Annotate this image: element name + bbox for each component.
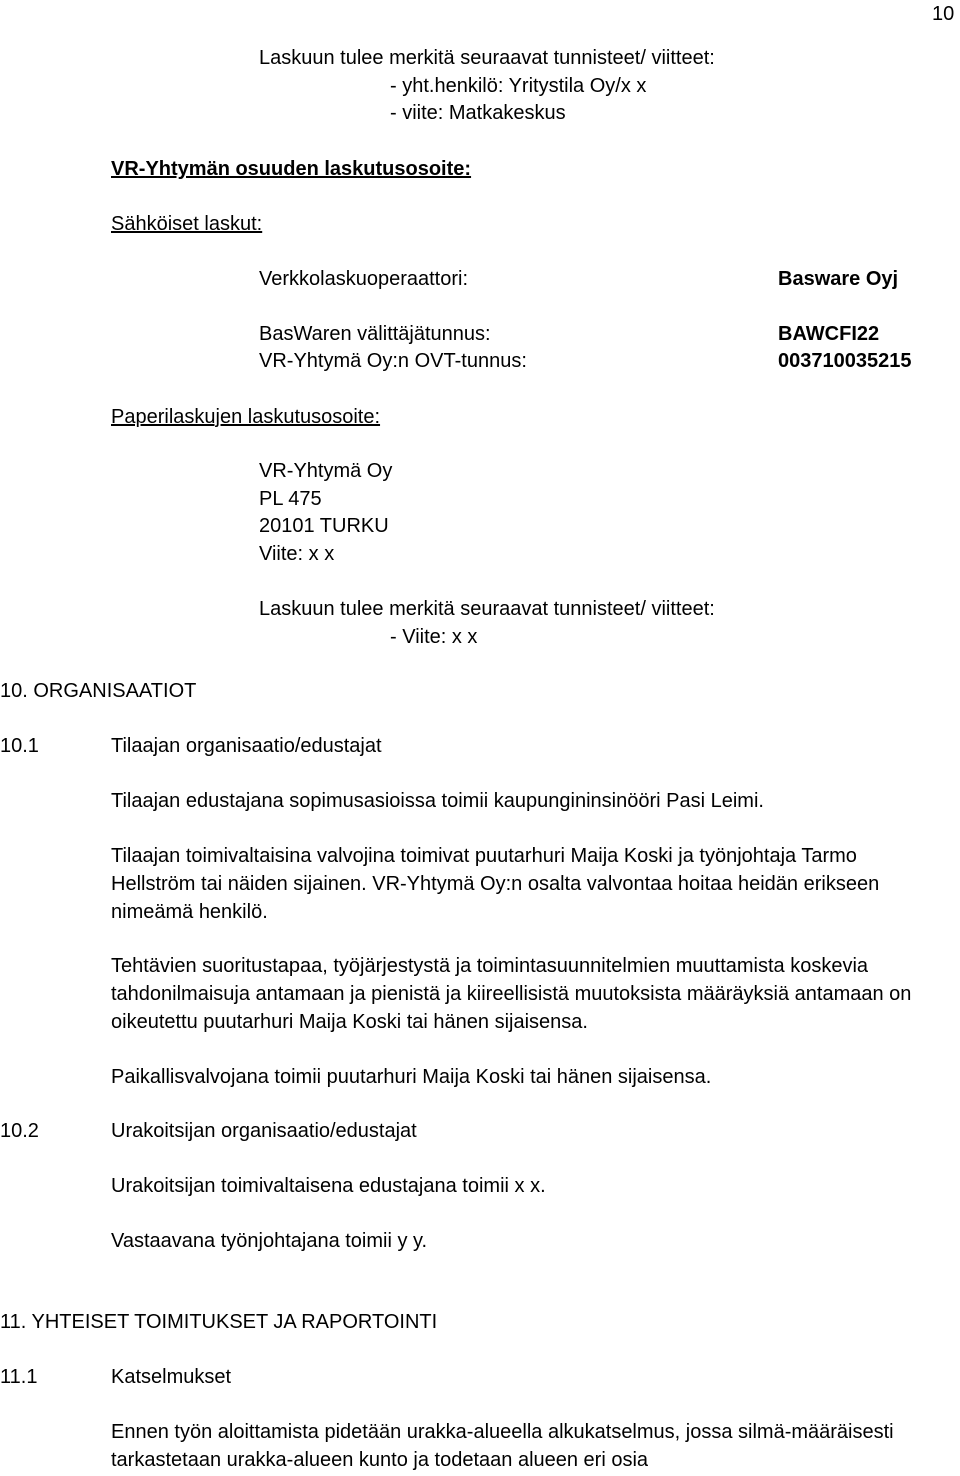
invoice-reference-item: - yht.henkilö: Yritystila Oy/x x — [390, 75, 647, 97]
paragraph: Paikallisvalvojana toimii puutarhuri Maija Koski tai hänen sijaisensa. — [111, 1066, 712, 1088]
invoice-reference-intro: Laskuun tulee merkitä seuraavat tunnisteet/ viitteet: — [259, 47, 715, 69]
address-line: Viite: x x — [259, 543, 335, 565]
paragraph: Tehtävien suoritustapaa, työjärjestystä ja toimintasuunnitelmien muuttamista koskevia tahdonilmaisuja antamaan ja pienistä ja kiireellisistä muutoksista määräyksiä antamaan on oikeutettu puutarhuri Maija Koski tai hänen sijaisensa. — [111, 955, 912, 1033]
billing-heading: VR-Yhtymän osuuden laskutusosoite: — [111, 158, 472, 180]
subsection-number: 10.2 — [0, 1120, 39, 1142]
intermediary-label: BasWaren välittäjätunnus: — [259, 323, 491, 345]
paragraph: Ennen työn aloittamista pidetään urakka-alueella alkukatselmus, jossa silmä-määräisesti tarkastetaan urakka-alueen kunto ja todetaan alueen eri osia — [111, 1421, 894, 1471]
paper-reference-item: - Viite: x x — [390, 626, 478, 648]
paper-invoices-heading: Paperilaskujen laskutusosoite: — [111, 406, 381, 428]
ovt-value: 003710035215 — [778, 350, 912, 372]
page-number: 10 — [932, 3, 955, 25]
operator-value: Basware Oyj — [778, 268, 899, 290]
intermediary-value: BAWCFI22 — [778, 323, 880, 345]
subsection-title: Tilaajan organisaatio/edustajat — [111, 735, 382, 757]
operator-label: Verkkolaskuoperaattori: — [259, 268, 469, 290]
address-line: VR-Yhtymä Oy — [259, 460, 393, 482]
electronic-invoices-heading: Sähköiset laskut: — [111, 213, 263, 235]
paragraph: Urakoitsijan toimivaltaisena edustajana toimii x x. — [111, 1175, 546, 1197]
section-heading: 11. YHTEISET TOIMITUKSET JA RAPORTOINTI — [0, 1311, 438, 1333]
subsection-title: Urakoitsijan organisaatio/edustajat — [111, 1120, 417, 1142]
subsection-title: Katselmukset — [111, 1366, 232, 1388]
address-line: PL 475 — [259, 488, 322, 510]
paragraph: Tilaajan toimivaltaisina valvojina toimivat puutarhuri Maija Koski ja työnjohtaja Tarmo Hellström tai näiden sijainen. VR-Yhtymä Oy:n osalta valvontaa hoitaa heidän erikseen nimeämä henkilö. — [111, 845, 880, 923]
paragraph: Tilaajan edustajana sopimusasioissa toimii kaupungininsinööri Pasi Leimi. — [111, 790, 764, 812]
address-line: 20101 TURKU — [259, 515, 389, 537]
subsection-number: 10.1 — [0, 735, 39, 757]
paragraph: Vastaavana työnjohtajana toimii y y. — [111, 1230, 428, 1252]
ovt-label: VR-Yhtymä Oy:n OVT-tunnus: — [259, 350, 527, 372]
subsection-number: 11.1 — [0, 1366, 38, 1388]
invoice-reference-item: - viite: Matkakeskus — [390, 102, 566, 124]
paper-reference-intro: Laskuun tulee merkitä seuraavat tunnisteet/ viitteet: — [259, 598, 715, 620]
section-heading: 10. ORGANISAATIOT — [0, 680, 197, 702]
